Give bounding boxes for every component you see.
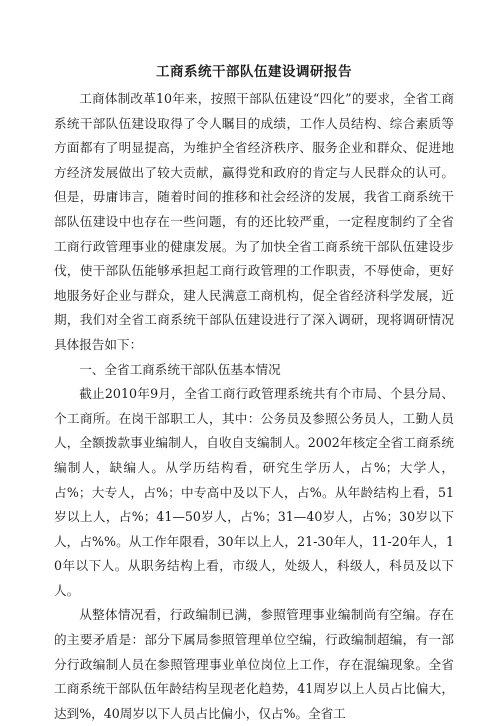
analysis-paragraph: 从整体情况看，行政编制已满，参照管理事业编制尚有空编。存在的主要矛盾是：部分下属局参照管理单位空编，行政编制超编，有一部分行政编制人员在参照管理事业单位岗位上工作，存在混编现象。全省工商系统干部队伍年龄结构呈现老化趋势，41周岁以上人员占比偏大，达到%，40周岁以下人员占比偏小，仅占%。全省工 (54, 607, 454, 721)
statistics-paragraph: 截止2010年9月，全省工商行政管理系统共有个市局、个县分局、个工商所。在岗干部职工人，其中：公务员及参照公务员人，工勤人员人，全额拨款事业编制人，自收自支编制人。2002年核定全省工商系统编制人，缺编人。从学历结构看，研究生学历人，占%；大学人，占%；大专人，占%；中专高中及以下人，占%。从年龄结构上看，51岁以上人，占%；41—50岁人，占%；31—40岁人，占%；30岁以下人，占%%。从工作年限看，30年以上人，21-30年人，11-20年人，10年以下人。从职务结构上看，市级人，处级人，科级人，科员及以下人。 (54, 386, 454, 598)
intro-paragraph: 工商体制改革10年来，按照干部队伍建设“四化”的要求，全省工商系统干部队伍建设取得了令人瞩目的成绩，工作人员结构、综合素质等方面都有了明显提高，为维护全省经济秩序、服务企业和群众、促进地方经济发展做出了较大贡献，赢得党和政府的肯定与人民群众的认可。但是，毋庸讳言，随着时间的推移和社会经济的发展，我省工商系统干部队伍建设中也存在一些问题，有的还比较严重，一定程度制约了全省工商行政管理事业的健康发展。为了加快全省工商系统干部队伍建设步伐，使干部队伍能够承担起工商行政管理的工作职责，不辱使命，更好地服务好企业与群众，建人民满意工商机构，促全省经济科学发展，近期，我们对全省工商系统干部队伍建设进行了深入调研，现将调研情况具体报告如下： (54, 91, 454, 352)
document-title: 工商系统干部队伍建设调研报告 (156, 64, 352, 80)
section-heading: 一、全省工商系统干部队伍基本情况 (79, 361, 281, 377)
